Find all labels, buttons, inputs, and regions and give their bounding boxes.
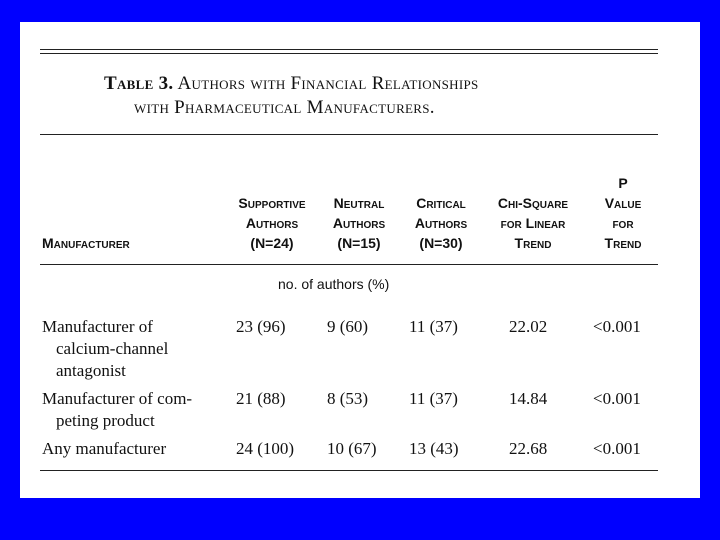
- header-neutral-authors: Neutral Authors (N=15): [332, 195, 386, 251]
- header-critical-authors: Critical Authors (N=30): [414, 195, 468, 251]
- table-title: [104, 72, 479, 120]
- cell-supportive: 21 (88): [236, 389, 286, 408]
- cell-p-value: <0.001: [593, 317, 641, 336]
- header-separator-rule: [40, 264, 658, 265]
- cell-chi-square: 22.68: [509, 439, 548, 458]
- header-manufacturer: Manufacturer: [42, 235, 130, 251]
- table-title-line2: with Pharmaceutical Manufacturers.: [134, 97, 435, 118]
- cell-neutral: 9 (60): [327, 317, 369, 336]
- cell-chi-square: 14.84: [509, 389, 548, 408]
- cell-neutral: 10 (67): [327, 439, 377, 458]
- title-separator-rule: [40, 134, 658, 135]
- cell-supportive: 23 (96): [236, 317, 286, 336]
- table-label: Table 3.: [104, 73, 174, 94]
- header-chi-square: Chi-Square for Linear Trend: [497, 195, 569, 251]
- top-double-rule-upper: [40, 49, 658, 50]
- header-p-value: P Value for Trend: [604, 175, 642, 251]
- cell-critical: 13 (43): [409, 439, 459, 458]
- bottom-rule: [40, 470, 658, 471]
- header-supportive-authors: Supportive Authors (N=24): [238, 195, 306, 251]
- cell-p-value: <0.001: [593, 439, 641, 458]
- cell-p-value: <0.001: [593, 389, 641, 408]
- cell-supportive: 24 (100): [236, 439, 295, 458]
- row-manufacturer-name: Manufacturer of com- peting product: [42, 389, 193, 430]
- table-title-line1: Authors with Financial Relationships: [177, 73, 479, 94]
- row-manufacturer-name: Any manufacturer: [42, 439, 167, 458]
- row-manufacturer-name: Manufacturer of calcium-channel antagonist: [42, 317, 169, 380]
- units-label: no. of authors (%): [278, 276, 390, 292]
- slide-panel: [20, 22, 700, 498]
- cell-critical: 11 (37): [409, 389, 458, 408]
- cell-neutral: 8 (53): [327, 389, 369, 408]
- cell-critical: 11 (37): [409, 317, 458, 336]
- cell-chi-square: 22.02: [509, 317, 548, 336]
- top-double-rule-lower: [40, 53, 658, 54]
